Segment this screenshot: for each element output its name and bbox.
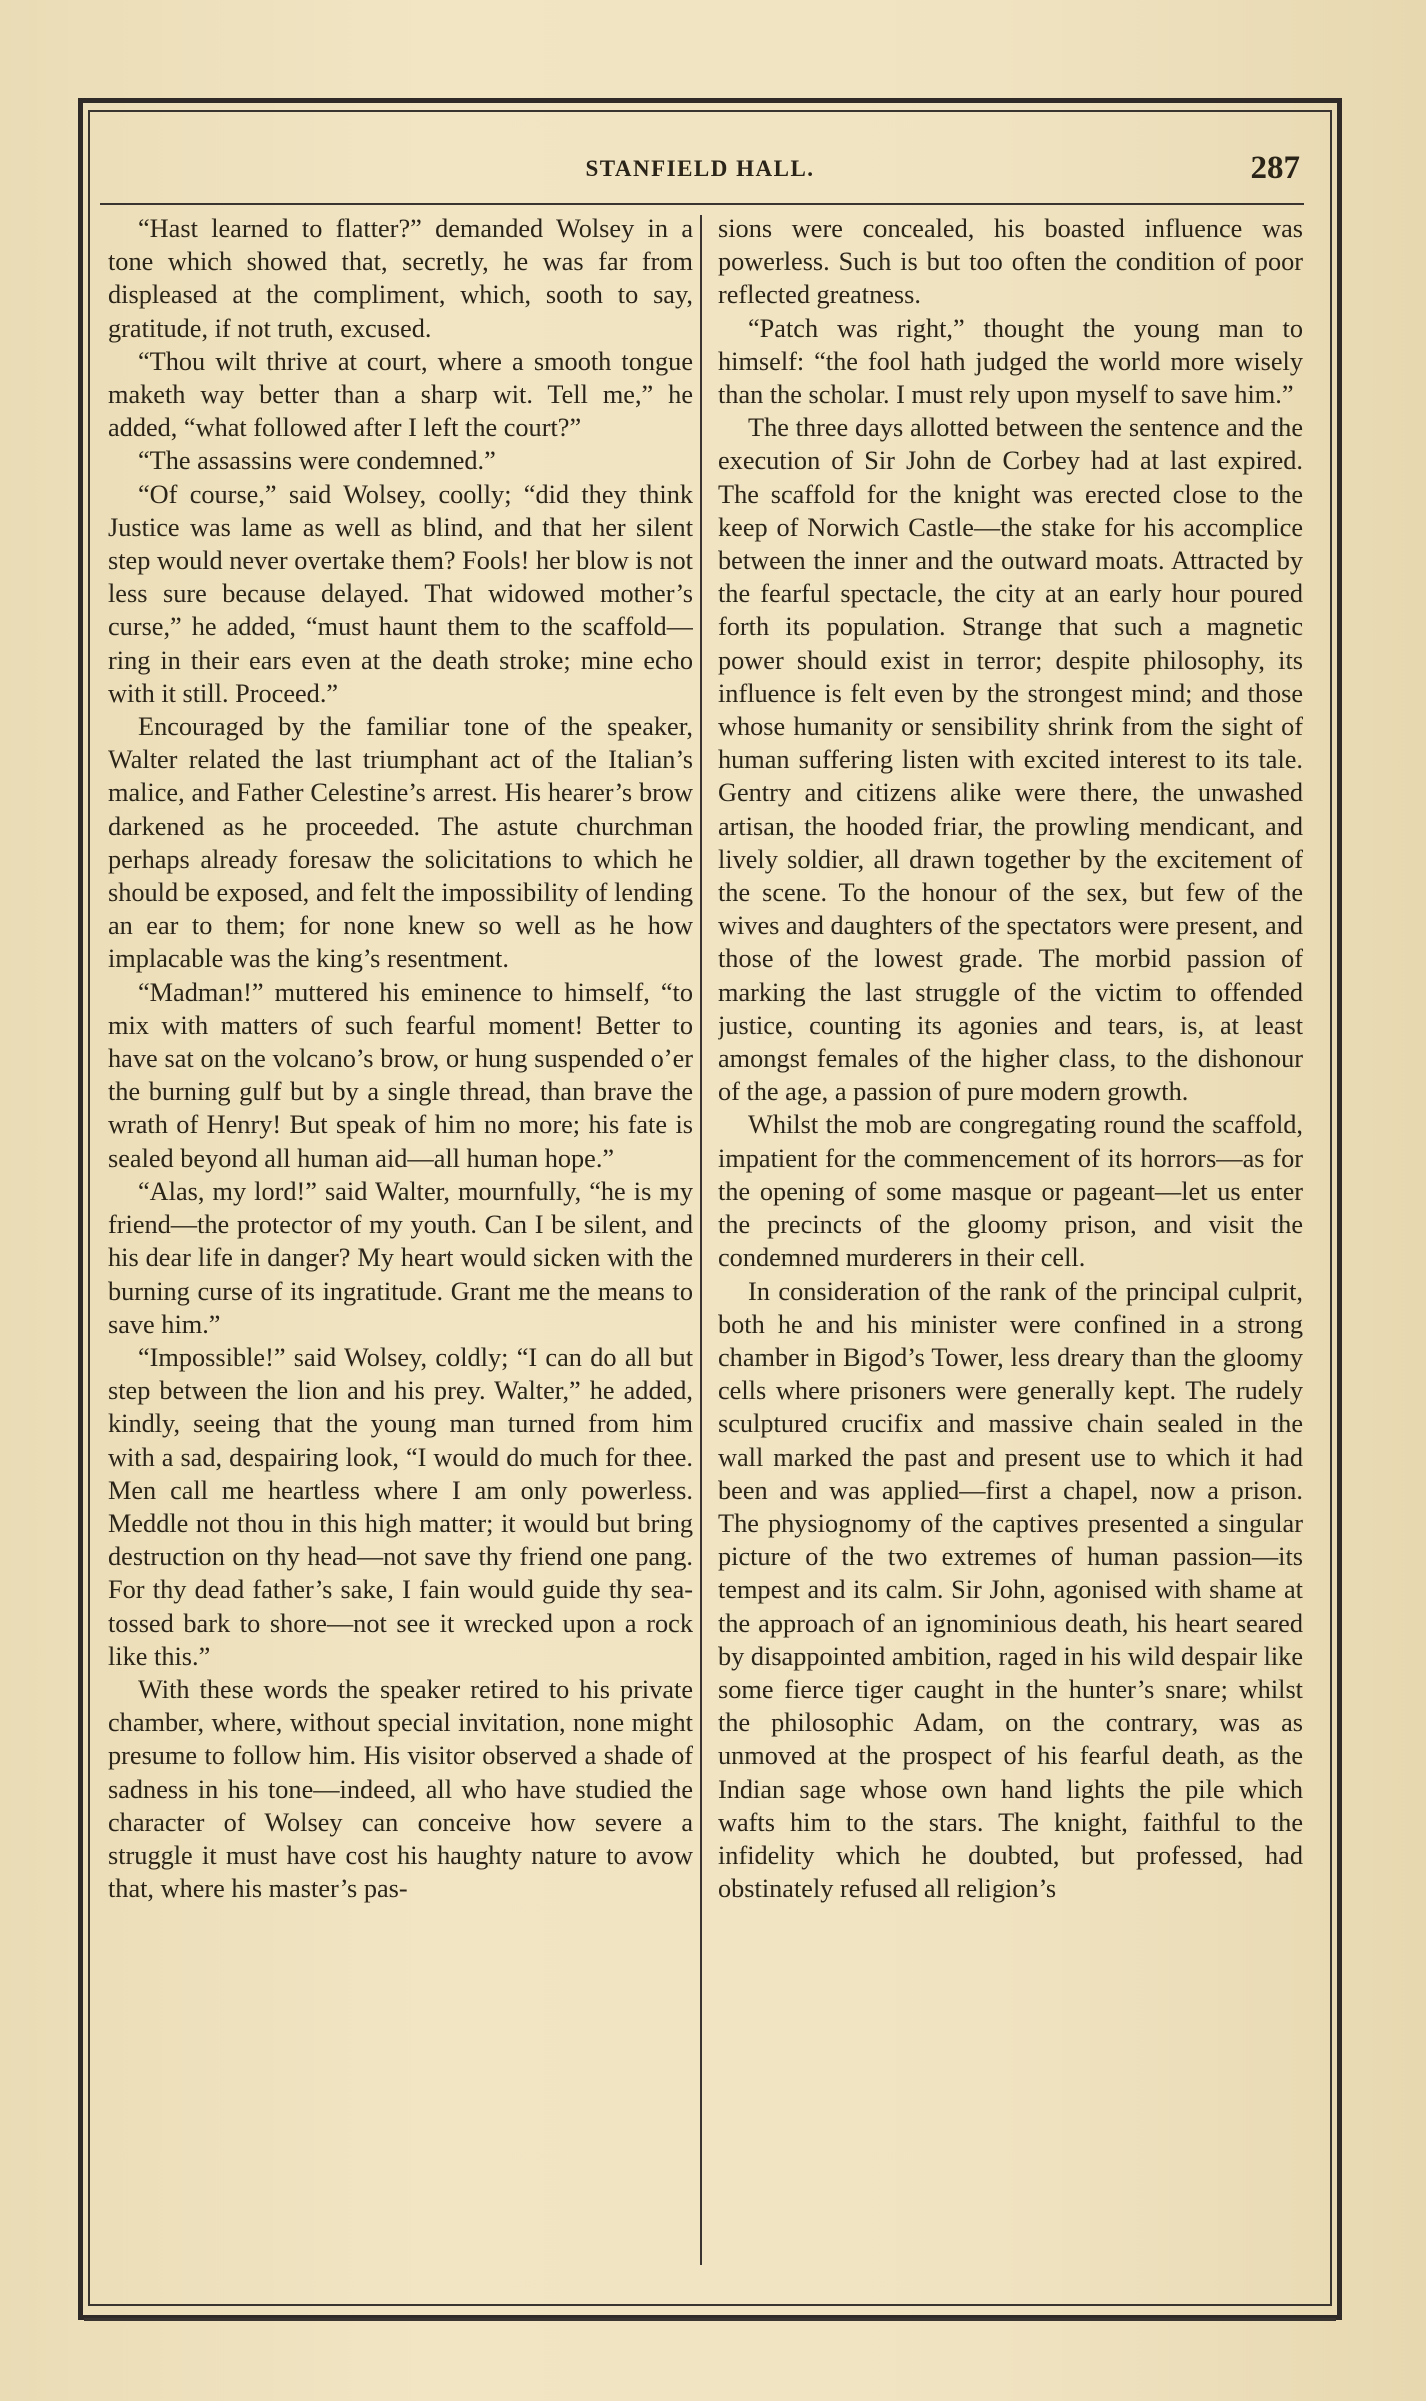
paragraph: “Madman!” muttered his eminence to himself, “to mix with matters of such fearful moment! Better to have sat on the volcano’s brow, or hung suspended o’er the burning gulf but by a single thread, than brave the wrath of Henry! But speak of him no more; his fate is sealed beyond all human aid—all human hope.” (108, 977, 693, 1173)
left-column (108, 212, 693, 2272)
paragraph: “Impossible!” said Wolsey, coldly; “I can do all but step between the lion and his prey. Walter,” he added, kindly, seeing that the young man turned from him with a sad, despairing look, “I would do much for thee. Men call me heartless where I am only powerless. Meddle not thou in this high matter; it would but bring destruction on thy head—not save thy friend one pang. For thy dead father’s sake, I fain would guide thy sea-tossed bark to shore—not see it wrecked upon a rock like this.” (108, 1342, 693, 1671)
paragraph: “Thou wilt thrive at court, where a smooth tongue maketh way better than a sharp wit. Tell me,” he added, “what followed after I left the court?” (108, 346, 693, 443)
page-header (100, 150, 1300, 200)
bottom-rule (84, 2318, 1336, 2321)
paragraph: “Of course,” said Wolsey, coolly; “did they think Justice was lame as well as blind, and that her silent step would never overtake them? Fools! her blow is not less sure because delayed. That widowed mother’s curse,” he added, “must haunt them to the scaffold—ring in their ears even at the death stroke; mine echo with it still. Proceed.” (108, 479, 693, 708)
paragraph: The three days allotted between the sentence and the execution of Sir John de Corbey had at last expired. The scaffold for the knight was erected close to the keep of Norwich Castle—the stake for his accomplice between the inner and the outward moats. Attracted by the fearful spectacle, the city at an early hour poured forth its population. Strange that such a magnetic power should exist in terror; despite philosophy, its influence is felt even by the strongest mind; and those whose humanity or sensibility shrink from the sight of human suffering listen with excited interest to its tale. Gentry and citizens alike were there, the unwashed artisan, the hooded friar, the prowling mendicant, and lively soldier, all drawn together by the excitement of the scene. To the honour of the sex, but few of the wives and daughters of the spectators were present, and those of the lowest grade. The morbid passion of marking the last struggle of the victim to offended justice, counting its agonies and tears, is, at least amongst females of the higher class, to the dishonour of the age, a passion of pure modern growth. (718, 413, 1303, 1107)
paragraph: In consideration of the rank of the principal culprit, both he and his minister were confined in a strong chamber in Bigod’s Tower, less dreary than the gloomy cells where prisoners were generally kept. The rudely sculptured crucifix and massive chain sealed in the wall marked the past and present use to which it had been and was applied—first a chapel, now a prison. The physiognomy of the captives presented a singular picture of the two extremes of human passion—its tempest and its calm. Sir John, agonised with shame at the approach of an ignominious death, his heart seared by disappointed ambition, raged in his wild despair like some fierce tiger caught in the hunter’s snare; whilst the philosophic Adam, on the contrary, was as unmoved at the prospect of his fearful death, as the Indian sage whose own hand lights the pile which wafts him to the stars. The knight, faithful to the infidelity which he doubted, but professed, had obstinately refused all religion’s (718, 1276, 1303, 1904)
paragraph: “The assassins were condemned.” (138, 446, 496, 476)
header-rule (100, 203, 1304, 205)
paragraph: sions were concealed, his boasted influence was powerless. Such is but too often the condition of poor reflected greatness. (718, 214, 1303, 310)
paragraph: “Hast learned to flatter?” demanded Wolsey in a tone which showed that, secretly, he was far from displeased at the compliment, which, sooth to say, gratitude, if not truth, excused. (108, 214, 693, 343)
running-title: STANFIELD HALL. (585, 156, 815, 181)
paragraph: Whilst the mob are congregating round the scaffold, impatient for the commencement of its horrors—as for the opening of some masque or pageant—let us enter the precincts of the gloomy prison, and visit the condemned murderers in their cell. (718, 1110, 1303, 1273)
paragraph: With these words the speaker retired to his private chamber, where, without special invitation, none might presume to follow him. His visitor observed a shade of sadness in his tone—indeed, all who have studied the character of Wolsey can conceive how severe a struggle it must have cost his haughty nature to avow that, where his master’s pas- (108, 1674, 693, 1904)
page-number: 287 (1250, 150, 1300, 186)
right-column (718, 212, 1303, 2272)
paragraph: Encouraged by the familiar tone of the speaker, Walter related the last triumphant act of the Italian’s malice, and Father Celestine’s arrest. His hearer’s brow darkened as he proceeded. The astute churchman perhaps already foresaw the solicitations to which he should be exposed, and felt the impossibility of lending an ear to them; for none knew so well as he how implacable was the king’s resentment. (108, 712, 693, 974)
paragraph: “Patch was right,” thought the young man to himself: “the fool hath judged the world more wisely than the scholar. I must rely upon myself to save him.” (718, 313, 1303, 410)
column-divider (700, 215, 702, 2265)
paragraph: “Alas, my lord!” said Walter, mournfully, “he is my friend—the protector of my youth. Can I be silent, and his dear life in danger? My heart would sicken with the burning curse of its ingratitude. Grant me the means to save him.” (108, 1176, 693, 1339)
